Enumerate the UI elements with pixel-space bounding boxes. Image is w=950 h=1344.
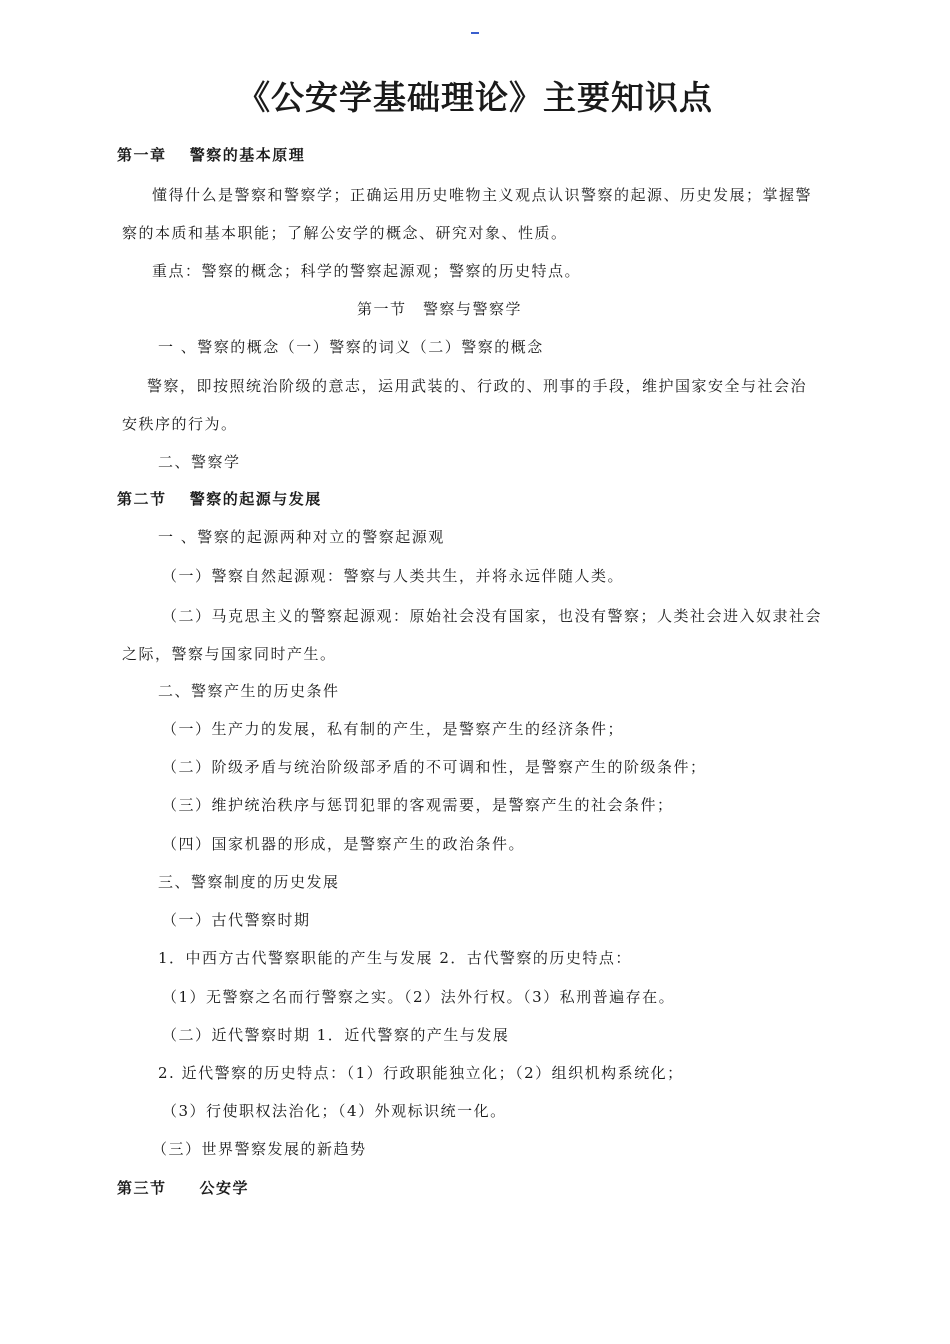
paragraph-line: 一 、警察的起源两种对立的警察起源观: [158, 528, 445, 546]
paragraph-line: （一）生产力的发展，私有制的产生，是警察产生的经济条件；: [162, 720, 625, 738]
paragraph-line: （三）世界警察发展的新趋势: [152, 1140, 367, 1158]
paragraph-line: （二）马克思主义的警察起源观：原始社会没有国家，也没有警察；人类社会进入奴隶社会: [162, 607, 823, 625]
paragraph-line: （二）阶级矛盾与统治阶级部矛盾的不可调和性，是警察产生的阶级条件；: [162, 758, 707, 776]
paragraph-line: 安秩序的行为。: [122, 415, 238, 433]
chapter-heading: 第一章 警察的基本原理: [117, 146, 306, 164]
paragraph-line: 察的本质和基本职能；了解公安学的概念、研究对象、性质。: [122, 224, 568, 242]
top-mark: [471, 32, 479, 34]
paragraph-line: 之际，警察与国家同时产生。: [122, 645, 337, 663]
paragraph-line: （1）无警察之名而行警察之实。（2）法外行权。（3）私刑普遍存在。: [162, 988, 676, 1006]
paragraph-line: 二、警察产生的历史条件: [158, 682, 340, 700]
paragraph-line: （一）警察自然起源观：警察与人类共生，并将永远伴随人类。: [162, 567, 625, 585]
paragraph-line: （四）国家机器的形成，是警察产生的政治条件。: [162, 835, 526, 853]
paragraph-line: 三、警察制度的历史发展: [158, 873, 340, 891]
paragraph-line: 2. 近代警察的历史特点：（1）行政职能独立化；（2）组织机构系统化；: [158, 1064, 684, 1082]
paragraph-line: （三）维护统治秩序与惩罚犯罪的客观需要，是警察产生的社会条件；: [162, 796, 674, 814]
paragraph-line: 1．中西方古代警察职能的产生与发展 2．古代警察的历史特点：: [158, 949, 632, 967]
paragraph-line: （一）古代警察时期: [162, 911, 311, 929]
paragraph-line: 警察，即按照统治阶级的意志，运用武装的、行政的、刑事的手段，维护国家安全与社会治: [147, 377, 808, 395]
paragraph-line: 懂得什么是警察和警察学；正确运用历史唯物主义观点认识警察的起源、历史发展；掌握警: [152, 186, 813, 204]
section-heading: 第三节 公安学: [117, 1179, 250, 1197]
paragraph-line: 二、警察学: [158, 453, 241, 471]
paragraph-line: 重点：警察的概念；科学的警察起源观；警察的历史特点。: [152, 262, 582, 280]
section-heading: 第一节 警察与警察学: [357, 300, 523, 318]
paragraph-line: （3）行使职权法治化；（4）外观标识统一化。: [162, 1102, 507, 1120]
paragraph-line: 一 、警察的概念（一）警察的词义（二）警察的概念: [158, 338, 544, 356]
paragraph-line: （二）近代警察时期 1．近代警察的产生与发展: [162, 1026, 510, 1044]
section-heading: 第二节 警察的起源与发展: [117, 490, 322, 508]
document-title: 《公安学基础理论》主要知识点: [237, 78, 713, 117]
